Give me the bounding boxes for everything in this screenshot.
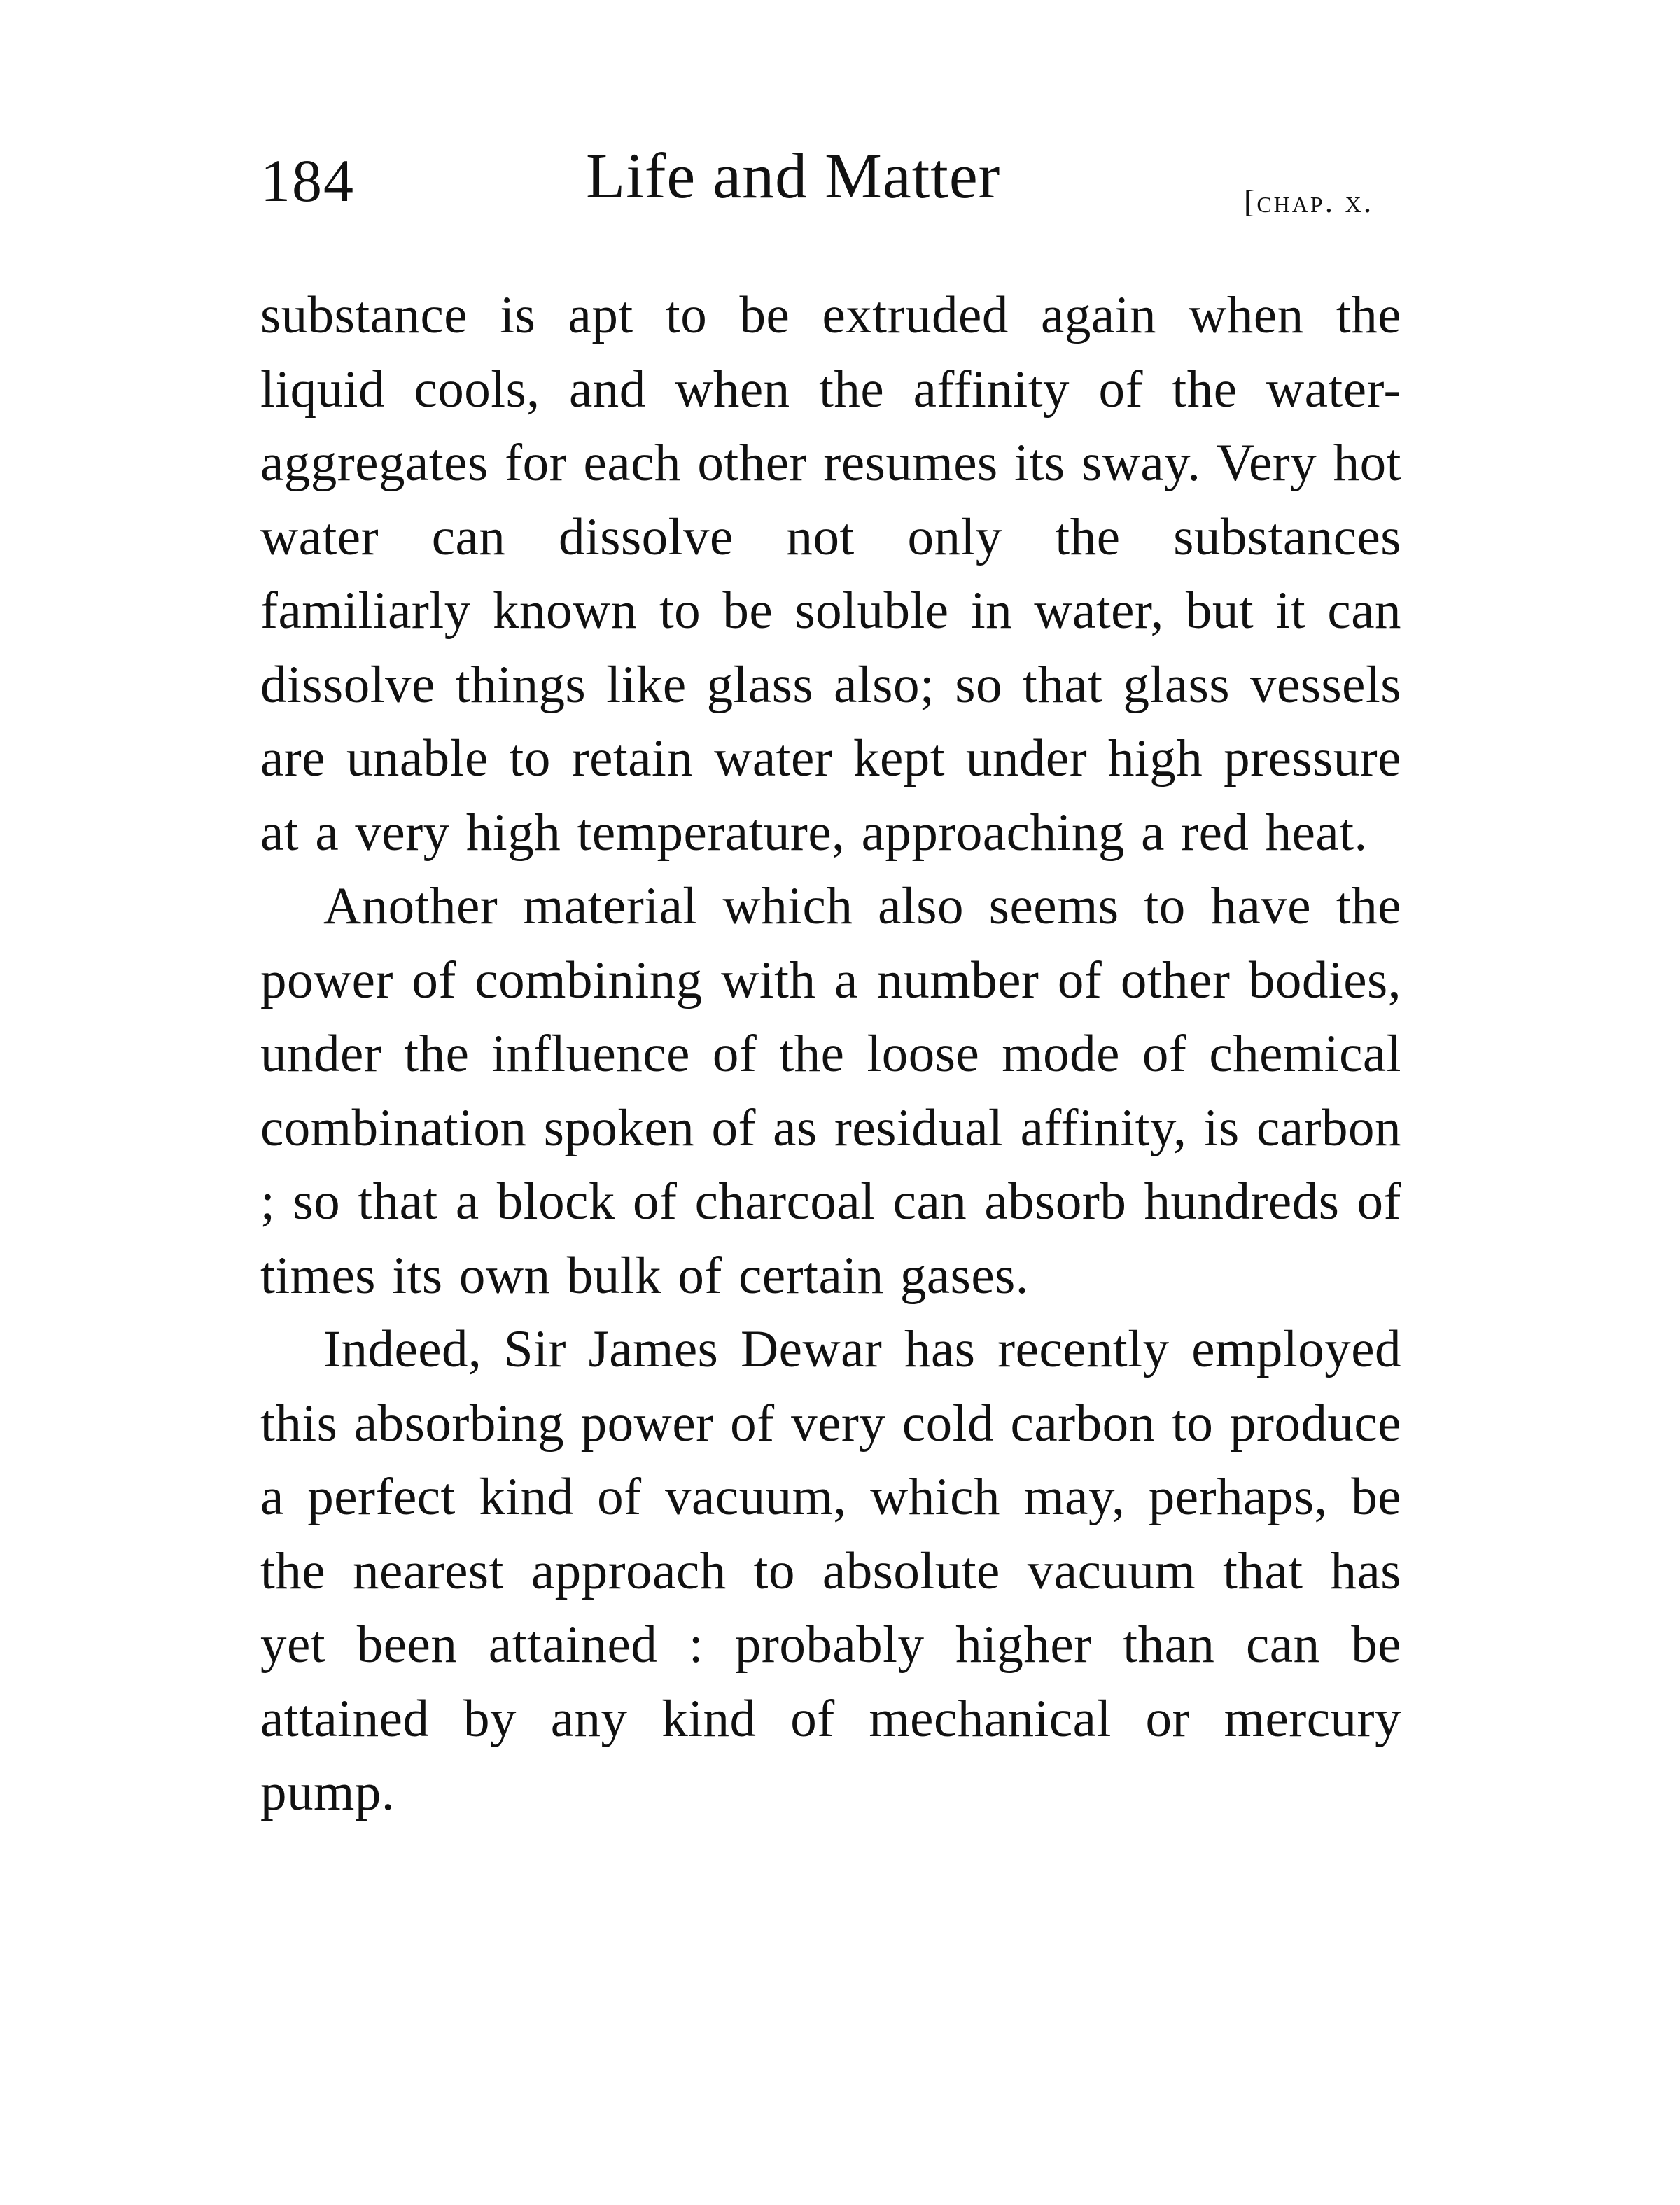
paragraph-dewar-vacuum: Indeed, Sir James Dewar has recently employed this absorbing power of very cold carbon to produce a perfect kind of vacuum, which may, perhaps, be the nearest approach to absolute vacuum that has yet been attained : probably higher than can be attained by any kind of mechanical or mercury pump. <box>260 1320 1401 1821</box>
body-text <box>260 279 1401 1830</box>
running-title: Life and Matter <box>586 140 1001 211</box>
running-head <box>260 140 1401 241</box>
paragraph-carbon: Another material which also seems to have the power of combining with a number of other bodies, under the influence of the loose mode of chemical combination spoken of as residual affinity, is carbon ; so that a block of charcoal can absorb hundreds of times its own bulk of certain gases. <box>260 877 1401 1305</box>
chapter-reference: [chap. x. <box>1244 183 1374 219</box>
paragraph-continuation: substance is apt to be extruded again when the liquid cools, and when the affinity of the water-aggregates for each other resumes its sway. Very hot water can dissolve not only the substances familiarly known to be soluble in water, but it can dissolve things like glass also; so that glass vessels are unable to retain water kept under high pressure at a very high temperature, approaching a red heat. <box>260 286 1401 862</box>
page-number: 184 <box>260 147 355 214</box>
